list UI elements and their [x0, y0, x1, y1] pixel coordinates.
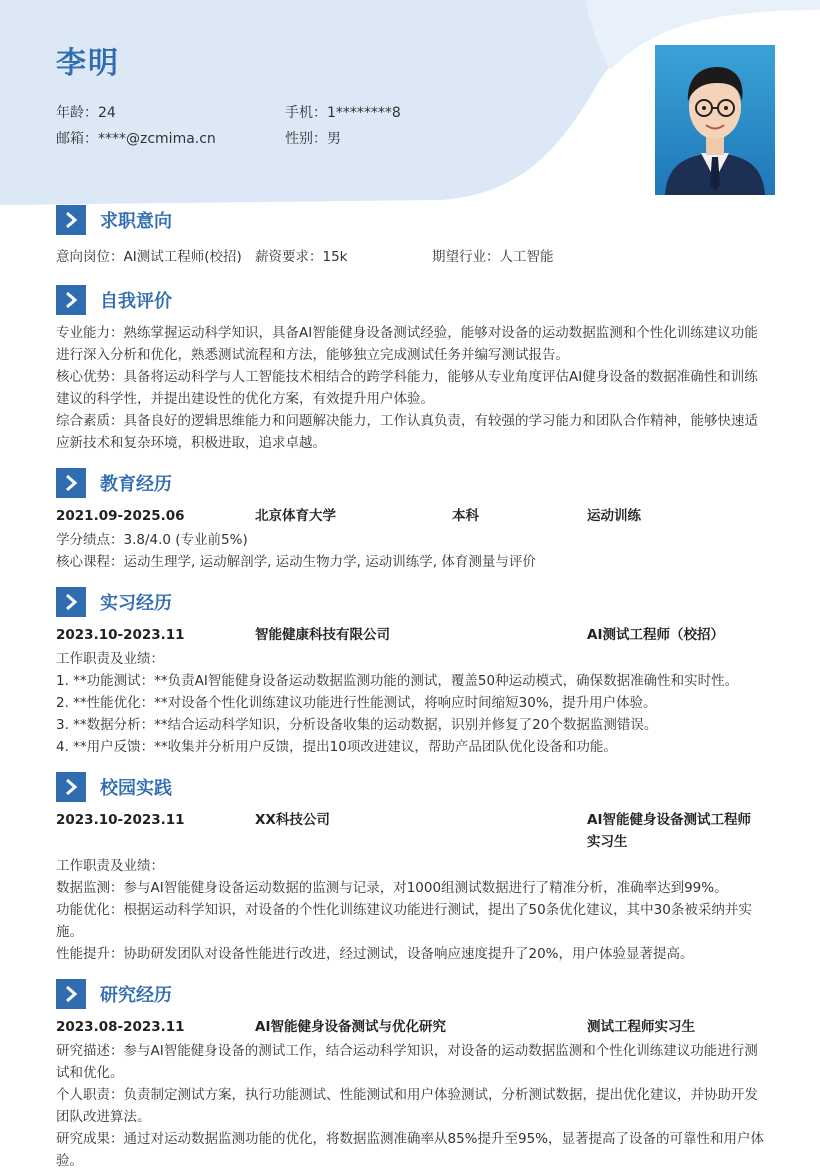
section-title: 研究经历 [100, 985, 172, 1006]
chevron-right-icon [56, 587, 86, 617]
campus-company: XX科技公司 [255, 812, 330, 828]
intent-salary: 薪资要求：15k [255, 249, 348, 265]
self-eval-line: 专业能力：熟练掌握运动科学知识，具备AI智能健身设备测试经验，能够对设备的运动数据监测和个性化训练建议功能进行深入分析和优化，熟悉测试流程和方法，能够独立完成测试任务并编写测试报告。 [56, 325, 758, 363]
age-field: 年龄：24 [56, 105, 116, 121]
intern-role: AI测试工程师（校招） [587, 627, 724, 643]
chevron-right-icon [56, 979, 86, 1009]
intern-company: 智能健康科技有限公司 [255, 627, 390, 643]
research-item: 个人职责：负责制定测试方案，执行功能测试、性能测试和用户体验测试，分析测试数据，提出优化建议，并协助开发团队改进算法。 [56, 1087, 758, 1125]
intern-item: 3. **数据分析：**结合运动科学知识，分析设备收集的运动数据，识别并修复了20个数据监测错误。 [56, 717, 658, 733]
self-eval-line: 综合素质：具备良好的逻辑思维能力和问题解决能力，工作认真负责，有较强的学习能力和团队合作精神，能够快速适应新技术和复杂环境，积极进取，追求卓越。 [56, 413, 758, 451]
section-internship [56, 587, 172, 617]
section-education [56, 468, 172, 498]
research-role: 测试工程师实习生 [587, 1019, 695, 1035]
email-field: 邮箱：****@zcmima.cn [56, 131, 216, 147]
section-title: 自我评价 [100, 291, 172, 312]
chevron-right-icon [56, 205, 86, 235]
section-self-evaluation [56, 285, 172, 315]
edu-date: 2021.09-2025.06 [56, 508, 185, 524]
section-title: 校园实践 [100, 778, 172, 799]
campus-role: 实习生 [587, 834, 628, 850]
campus-date: 2023.10-2023.11 [56, 812, 185, 828]
intern-item: 2. **性能优化：**对设备个性化训练建议功能进行性能测试，将响应时间缩短30%，提升用户体验。 [56, 695, 657, 711]
edu-degree: 本科 [452, 508, 479, 524]
candidate-name: 李明 [56, 46, 120, 81]
intern-item: 1. **功能测试：**负责AI智能健身设备运动数据监测功能的测试，覆盖50种运动模式，确保数据准确性和实时性。 [56, 673, 739, 689]
research-items [56, 1040, 768, 1169]
intern-label: 工作职责及业绩： [56, 651, 164, 667]
campus-role: AI智能健身设备测试工程师 [587, 812, 751, 828]
section-research [56, 979, 172, 1009]
intent-industry: 期望行业：人工智能 [432, 249, 554, 265]
intern-date: 2023.10-2023.11 [56, 627, 185, 643]
campus-item: 性能提升：协助研发团队对设备性能进行改进，经过测试，设备响应速度提升了20%，用户体验显著提高。 [56, 946, 694, 962]
campus-item: 数据监测：参与AI智能健身设备运动数据的监测与记录，对1000组测试数据进行了精准分析，准确率达到99%。 [56, 880, 728, 896]
chevron-right-icon [56, 772, 86, 802]
research-date: 2023.08-2023.11 [56, 1019, 185, 1035]
self-eval-text [56, 322, 768, 454]
intent-position: 意向岗位：AI测试工程师(校招) [56, 249, 242, 265]
research-item: 研究成果：通过对运动数据监测功能的优化，将数据监测准确率从85%提升至95%，显著提高了设备的可靠性和用户体验。 [56, 1131, 765, 1169]
edu-gpa: 学分绩点：3.8/4.0 (专业前5%) [56, 532, 248, 548]
section-title: 实习经历 [100, 593, 172, 614]
campus-item: 功能优化：根据运动科学知识，对设备的个性化训练建议功能进行测试，提出了50条优化建议，其中30条被采纳并实施。 [56, 902, 752, 940]
research-project: AI智能健身设备测试与优化研究 [255, 1019, 446, 1035]
campus-items [56, 877, 768, 965]
edu-school: 北京体育大学 [255, 508, 336, 524]
edu-major: 运动训练 [587, 508, 641, 524]
gender-field: 性别：男 [285, 131, 341, 147]
profile-photo [655, 45, 775, 195]
chevron-right-icon [56, 285, 86, 315]
section-campus [56, 772, 172, 802]
section-intent [56, 205, 172, 235]
intern-item: 4. **用户反馈：**收集并分析用户反馈，提出10项改进建议，帮助产品团队优化设备和功能。 [56, 739, 617, 755]
research-item: 研究描述：参与AI智能健身设备的测试工作，结合运动科学知识，对设备的运动数据监测和个性化训练建议功能进行测试和优化。 [56, 1043, 758, 1081]
section-title: 教育经历 [100, 474, 172, 495]
phone-field: 手机：1********8 [285, 105, 401, 121]
chevron-right-icon [56, 468, 86, 498]
section-title: 求职意向 [100, 211, 172, 232]
edu-courses: 核心课程：运动生理学, 运动解剖学, 运动生物力学, 运动训练学, 体育测量与评价 [56, 554, 536, 570]
campus-label: 工作职责及业绩： [56, 858, 164, 874]
self-eval-line: 核心优势：具备将运动科学与人工智能技术相结合的跨学科能力，能够从专业角度评估AI健身设备的数据准确性和训练建议的科学性，并提出建设性的优化方案，有效提升用户体验。 [56, 369, 758, 407]
